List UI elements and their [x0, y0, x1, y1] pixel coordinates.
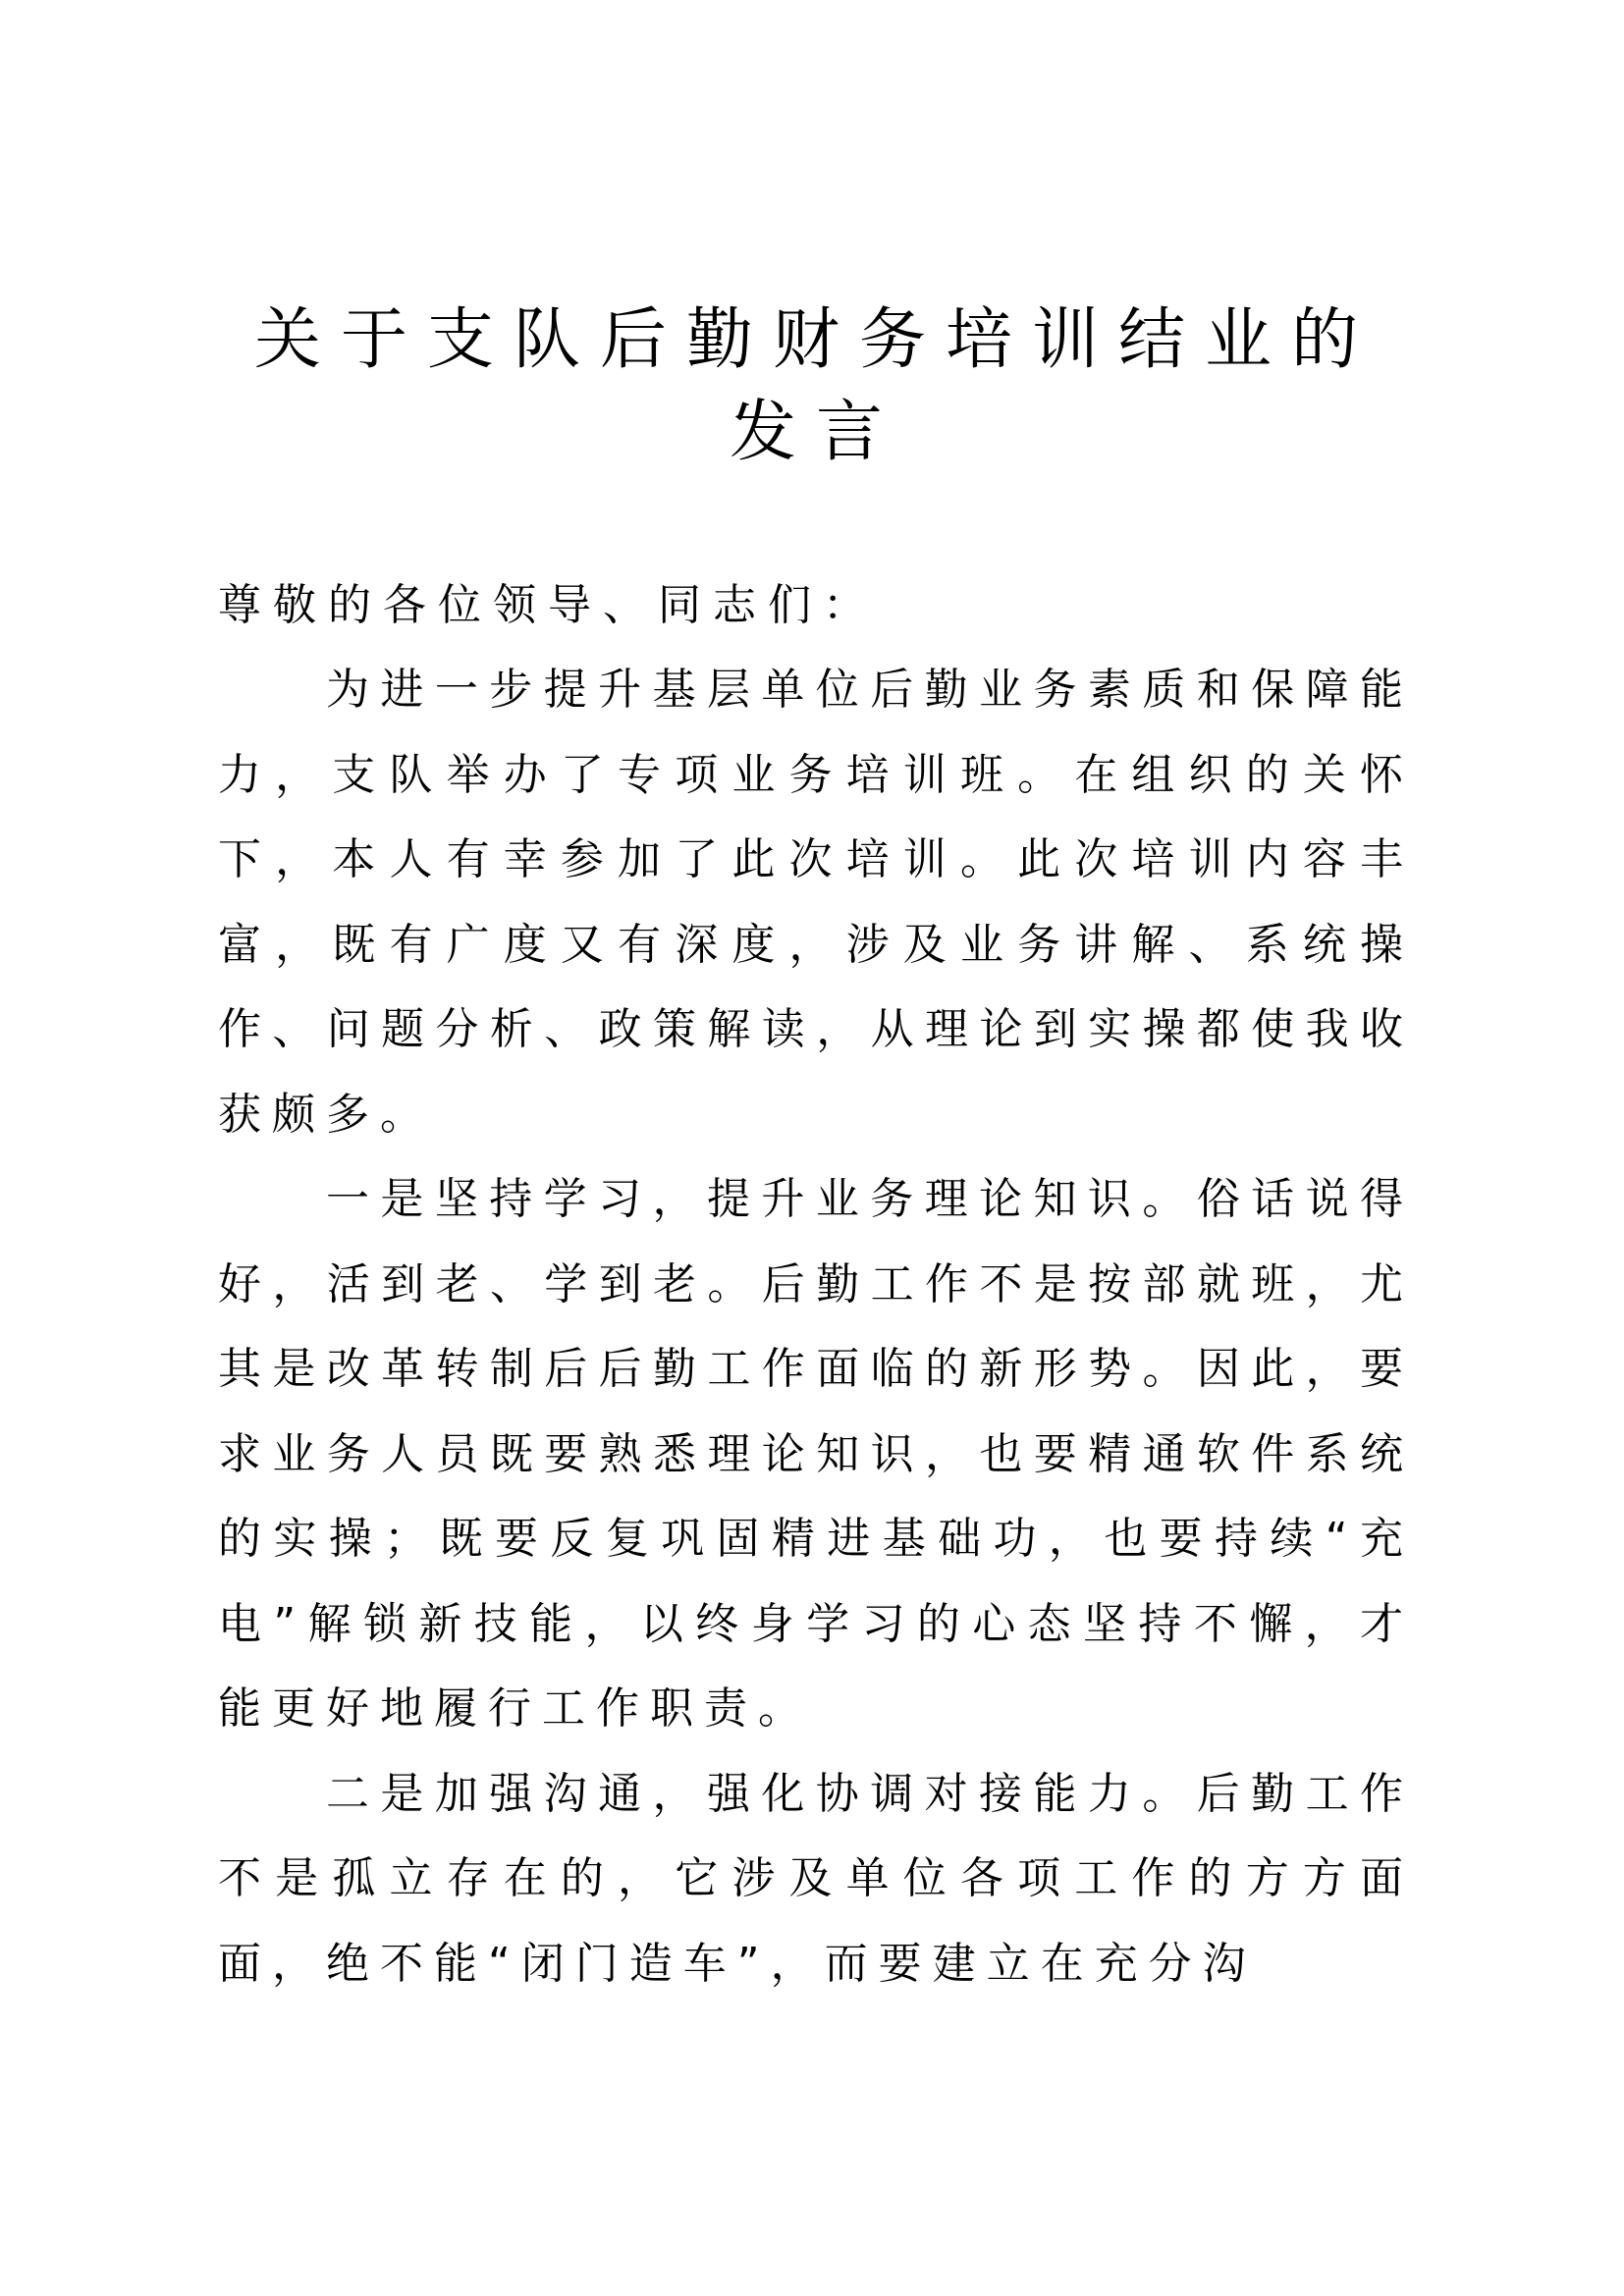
- document-title: 关于支队后勤财务培训结业的发言: [253, 301, 1378, 471]
- salutation: 尊敬的各位领导、同志们：: [218, 580, 878, 630]
- paragraph-point-two: 二是加强沟通，强化协调对接能力。后勤工作不是孤立存在的，它涉及单位各项工作的方方面面，绝不能“闭门造车”，而要建立在充分沟: [218, 1768, 1414, 1989]
- paragraph-point-one: 一是坚持学习，提升业务理论知识。俗话说得好，活到老、学到老。后勤工作不是按部就班，尤其是改革转制后后勤工作面临的新形势。因此，要求业务人员既要熟悉理论知识，也要精通软件系统的实操；既要反复巩固精进基础功，也要持续“充电”解锁新技能，以终身学习的心态坚持不懈，才能更好地履行工作职责。: [218, 1174, 1414, 1734]
- paragraph-intro: 为进一步提升基层单位后勤业务素质和保障能力，支队举办了专项业务培训班。在组织的关怀下，本人有幸参加了此次培训。此次培训内容丰富，既有广度又有深度，涉及业务讲解、系统操作、问题分析、政策解读，从理论到实操都使我收获颇多。: [218, 665, 1414, 1140]
- document-body: [218, 563, 1414, 2006]
